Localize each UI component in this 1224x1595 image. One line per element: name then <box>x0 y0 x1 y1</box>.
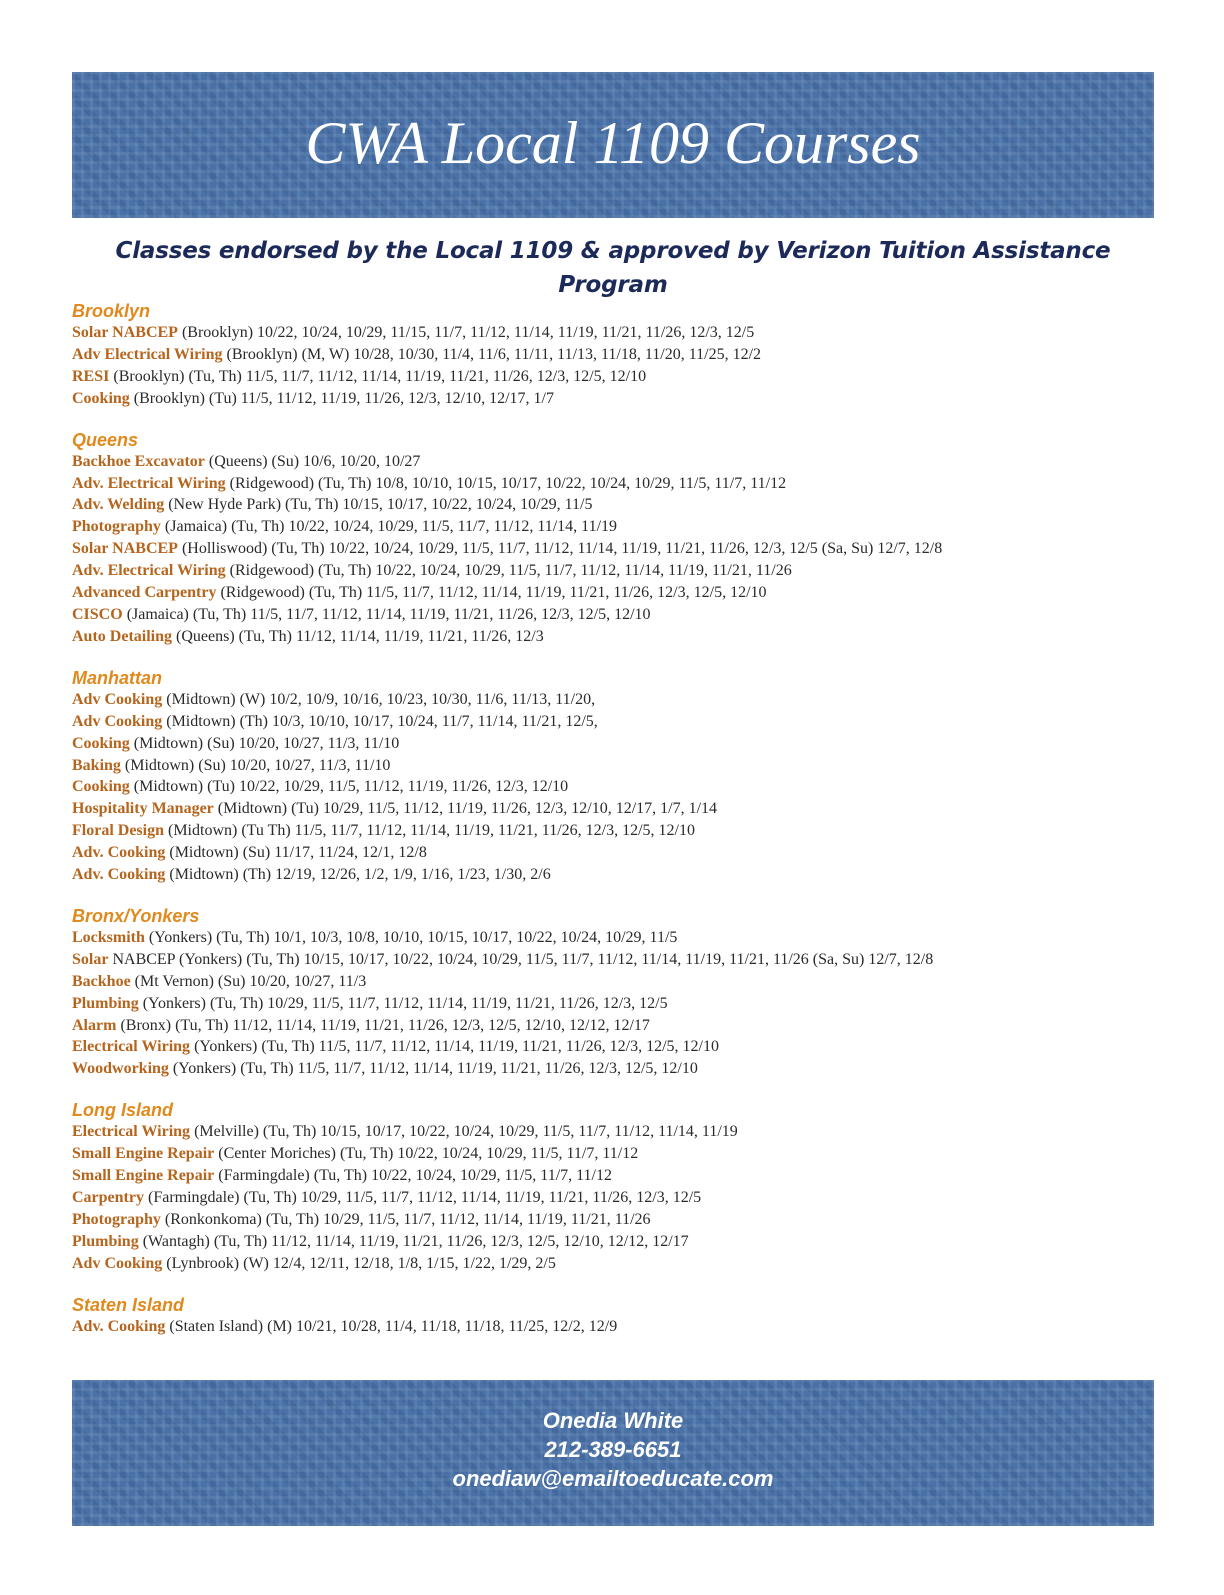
course-entry <box>72 451 1172 473</box>
course-schedule: (Midtown) (Su) 11/17, 11/24, 12/1, 12/8 <box>165 844 427 862</box>
course-name: Carpentry <box>72 1189 144 1206</box>
region-section <box>72 1099 1172 1274</box>
course-entry <box>72 755 1172 777</box>
course-name: Solar NABCEP <box>72 540 178 558</box>
page-subtitle: Classes endorsed by the Local 1109 & approved by Verizon Tuition Assistance Program <box>115 238 1111 298</box>
course-entry <box>72 388 1172 410</box>
course-schedule: (Yonkers) (Tu, Th) 11/5, 11/7, 11/12, 11/14, 11/19, 11/21, 11/26, 12/3, 12/5, 12/10 <box>190 1038 719 1056</box>
course-entry <box>72 604 1172 626</box>
course-schedule: (Ridgewood) (Tu, Th) 11/5, 11/7, 11/12, 11/14, 11/19, 11/21, 11/26, 12/3, 12/5, 12/10 <box>216 584 767 602</box>
course-schedule: (Wantagh) (Tu, Th) 11/12, 11/14, 11/19, 11/21, 11/26, 12/3, 12/5, 12/10, 12/12, 12/17 <box>138 1232 689 1250</box>
region-heading: Long Island <box>72 1100 173 1121</box>
course-schedule: (Midtown) (Th) 10/3, 10/10, 10/17, 10/24, 11/7, 11/14, 11/21, 12/5, <box>162 712 598 730</box>
course-name: Adv Cooking <box>72 1254 163 1272</box>
course-entry <box>72 1121 1172 1143</box>
course-name: Cooking <box>72 734 130 752</box>
course-entry <box>72 626 1172 648</box>
course-name: Hospitality Manager <box>72 800 214 818</box>
course-name: Backhoe Excavator <box>72 452 205 470</box>
course-name: Small Engine Repair <box>72 1167 215 1185</box>
course-schedule: (New Hyde Park) (Tu, Th) 10/15, 10/17, 10/22, 10/24, 10/29, 11/5 <box>164 496 593 514</box>
course-name: Woodworking <box>72 1060 169 1078</box>
course-name: Adv. Electrical Wiring <box>72 562 226 580</box>
course-schedule: (Yonkers) (Tu, Th) 11/5, 11/7, 11/12, 11/14, 11/19, 11/21, 11/26, 12/3, 12/5, 12/10 <box>168 1060 698 1078</box>
course-entry <box>72 711 1172 733</box>
course-entry <box>72 1143 1172 1165</box>
course-schedule: (Center Moriches) (Tu, Th) 10/22, 10/24, 10/29, 11/5, 11/7, 11/12 <box>214 1145 639 1163</box>
region-heading: Bronx/Yonkers <box>72 905 200 926</box>
course-name: CISCO <box>72 605 123 623</box>
course-entry <box>72 820 1172 842</box>
course-entry <box>72 1231 1172 1253</box>
course-schedule: (Midtown) (Tu) 10/22, 10/29, 11/5, 11/12, 11/19, 11/26, 12/3, 12/10 <box>129 778 569 796</box>
page-title: CWA Local 1109 Courses <box>305 110 921 176</box>
course-name: Floral Design <box>72 822 164 840</box>
course-schedule: (Jamaica) (Tu, Th) 11/5, 11/7, 11/12, 11/14, 11/19, 11/21, 11/26, 12/3, 12/5, 12/10 <box>122 605 651 623</box>
course-name: Adv Cooking <box>72 712 163 730</box>
course-listing <box>72 300 1172 1357</box>
course-name: Backhoe <box>72 972 131 990</box>
course-entry <box>72 798 1172 820</box>
course-schedule: (Queens) (Su) 10/6, 10/20, 10/27 <box>204 452 421 470</box>
course-schedule: (Farmingdale) (Tu, Th) 10/29, 11/5, 11/7, 11/12, 11/14, 11/19, 11/21, 11/26, 12/3, 12/5 <box>143 1189 702 1206</box>
course-schedule: (Brooklyn) (Tu) 11/5, 11/12, 11/19, 11/26, 12/3, 12/10, 12/17, 1/7 <box>129 389 554 407</box>
region-heading: Staten Island <box>72 1294 185 1315</box>
course-entry <box>72 322 1172 344</box>
region-section <box>72 429 1172 648</box>
course-schedule: (Jamaica) (Tu, Th) 10/22, 10/24, 10/29, 11/5, 11/7, 11/12, 11/14, 11/19 <box>160 518 618 536</box>
course-entry <box>72 842 1172 864</box>
course-name: Adv. Electrical Wiring <box>72 474 226 492</box>
course-name: Adv. Welding <box>72 496 165 514</box>
course-entry <box>72 1165 1172 1187</box>
course-schedule: (Farmingdale) (Tu, Th) 10/22, 10/24, 10/29, 11/5, 11/7, 11/12 <box>214 1167 612 1185</box>
course-entry <box>72 1036 1172 1058</box>
course-entry <box>72 689 1172 711</box>
course-entry <box>72 1209 1172 1231</box>
course-name: Adv. Cooking <box>72 844 166 862</box>
course-entry <box>72 971 1172 993</box>
course-name: Plumbing <box>72 994 139 1012</box>
region-section <box>72 905 1172 1080</box>
course-schedule: (Holliswood) (Tu, Th) 10/22, 10/24, 10/29, 11/5, 11/7, 11/12, 11/14, 11/19, 11/21, 11/26, 12/3, 12/5 (Sa, Su) 12/7, 12/8 <box>177 540 943 558</box>
course-entry <box>72 776 1172 798</box>
course-schedule: (Midtown) (Tu) 10/29, 11/5, 11/12, 11/19, 11/26, 12/3, 12/10, 12/17, 1/7, 1/14 <box>213 800 718 818</box>
course-entry <box>72 344 1172 366</box>
course-name: Solar NABCEP <box>72 324 178 341</box>
course-name: Electrical Wiring <box>72 1123 191 1141</box>
region-heading: Queens <box>72 429 139 450</box>
course-entry <box>72 1253 1172 1275</box>
course-schedule: (Ridgewood) (Tu, Th) 10/8, 10/10, 10/15, 10/17, 10/22, 10/24, 10/29, 11/5, 11/7, 11/12 <box>225 474 787 492</box>
course-name: Adv Electrical Wiring <box>72 345 223 363</box>
course-name: Small Engine Repair <box>72 1145 215 1163</box>
course-entry <box>72 1316 1172 1338</box>
region-section <box>72 667 1172 886</box>
course-schedule: (Queens) (Tu, Th) 11/12, 11/14, 11/19, 11/21, 11/26, 12/3 <box>172 627 544 645</box>
region-section <box>72 300 1172 410</box>
course-name: Cooking <box>72 389 130 407</box>
course-entry <box>72 473 1172 495</box>
course-name: Alarm <box>72 1016 117 1034</box>
course-schedule: (Melville) (Tu, Th) 10/15, 10/17, 10/22, 10/24, 10/29, 11/5, 11/7, 11/12, 11/14, 11/19 <box>190 1123 738 1141</box>
course-entry <box>72 582 1172 604</box>
contact-phone[interactable]: 212-389-6651 <box>544 1437 682 1462</box>
course-schedule: (Midtown) (Tu Th) 11/5, 11/7, 11/12, 11/14, 11/19, 11/21, 11/26, 12/3, 12/5, 12/10 <box>164 822 695 840</box>
course-entry <box>72 538 1172 560</box>
header-banner <box>72 72 1154 218</box>
course-schedule: (Mt Vernon) (Su) 10/20, 10/27, 11/3 <box>130 972 367 990</box>
course-schedule: (Ronkonkoma) (Tu, Th) 10/29, 11/5, 11/7, 11/12, 11/14, 11/19, 11/21, 11/26 <box>160 1210 651 1228</box>
course-name: Advanced Carpentry <box>72 584 217 602</box>
course-schedule: (Ridgewood) (Tu, Th) 10/22, 10/24, 10/29, 11/5, 11/7, 11/12, 11/14, 11/19, 11/21, 11/26 <box>225 562 792 580</box>
course-name: Baking <box>72 756 121 774</box>
course-entry <box>72 1015 1172 1037</box>
course-entry <box>72 733 1172 755</box>
course-entry <box>72 366 1172 388</box>
course-name: Plumbing <box>72 1232 139 1250</box>
course-name: Locksmith <box>72 928 145 946</box>
course-schedule: (Midtown) (Th) 12/19, 12/26, 1/2, 1/9, 1/16, 1/23, 1/30, 2/6 <box>165 866 551 884</box>
course-schedule: (Midtown) (Su) 10/20, 10/27, 11/3, 11/10 <box>129 734 400 752</box>
course-name: Solar <box>72 950 109 968</box>
course-name: Electrical Wiring <box>72 1038 191 1056</box>
course-schedule: (Bronx) (Tu, Th) 11/12, 11/14, 11/19, 11/21, 11/26, 12/3, 12/5, 12/10, 12/12, 12/17 <box>116 1016 650 1034</box>
course-name: RESI <box>72 367 110 385</box>
contact-name: Onedia White <box>542 1408 684 1433</box>
course-entry <box>72 993 1172 1015</box>
course-name: Photography <box>72 1210 161 1228</box>
course-schedule: (Midtown) (Su) 10/20, 10/27, 11/3, 11/10 <box>120 756 391 774</box>
contact-info <box>72 1406 1154 1493</box>
course-name: Photography <box>72 518 161 536</box>
course-schedule: (Brooklyn) (M, W) 10/28, 10/30, 11/4, 11/6, 11/11, 11/13, 11/18, 11/20, 11/25, 12/2 <box>222 345 762 363</box>
contact-banner <box>72 1380 1154 1526</box>
course-entry <box>72 560 1172 582</box>
course-name: Adv. Cooking <box>72 866 166 884</box>
course-schedule: (Lynbrook) (W) 12/4, 12/11, 12/18, 1/8, 1/15, 1/22, 1/29, 2/5 <box>162 1254 556 1272</box>
course-schedule: (Yonkers) (Tu, Th) 10/29, 11/5, 11/7, 11/12, 11/14, 11/19, 11/21, 11/26, 12/3, 12/5 <box>138 994 668 1012</box>
region-heading: Brooklyn <box>72 301 151 321</box>
region-heading: Manhattan <box>72 667 162 688</box>
course-name: Cooking <box>72 778 130 796</box>
course-entry <box>72 864 1172 886</box>
course-entry <box>72 949 1172 971</box>
course-schedule: (Yonkers) (Tu, Th) 10/1, 10/3, 10/8, 10/10, 10/15, 10/17, 10/22, 10/24, 10/29, 11/5 <box>144 928 678 946</box>
course-entry <box>72 1058 1172 1080</box>
course-entry <box>72 494 1172 516</box>
course-schedule: NABCEP (Yonkers) (Tu, Th) 10/15, 10/17, 10/22, 10/24, 10/29, 11/5, 11/7, 11/12, 11/14, 11/19, 11/21, 11/26 (Sa, Su) 12/7, 12/8 <box>108 950 934 968</box>
course-name: Auto Detailing <box>72 627 172 645</box>
course-schedule: (Midtown) (W) 10/2, 10/9, 10/16, 10/23, 10/30, 11/6, 11/13, 11/20, <box>162 690 596 708</box>
course-name: Adv. Cooking <box>72 1317 166 1335</box>
course-schedule: (Brooklyn) (Tu, Th) 11/5, 11/7, 11/12, 11/14, 11/19, 11/21, 11/26, 12/3, 12/5, 12/10 <box>109 367 647 385</box>
course-name: Adv Cooking <box>72 690 163 708</box>
course-entry <box>72 1187 1172 1209</box>
course-schedule: (Brooklyn) 10/22, 10/24, 10/29, 11/15, 11/7, 11/12, 11/14, 11/19, 11/21, 11/26, 12/3, 12/5 <box>177 324 755 341</box>
course-entry <box>72 516 1172 538</box>
course-schedule: (Staten Island) (M) 10/21, 10/28, 11/4, 11/18, 11/18, 11/25, 12/2, 12/9 <box>165 1317 618 1335</box>
contact-email[interactable]: onediaw@emailtoeducate.com <box>452 1466 774 1491</box>
region-section <box>72 1294 1172 1338</box>
course-entry <box>72 927 1172 949</box>
